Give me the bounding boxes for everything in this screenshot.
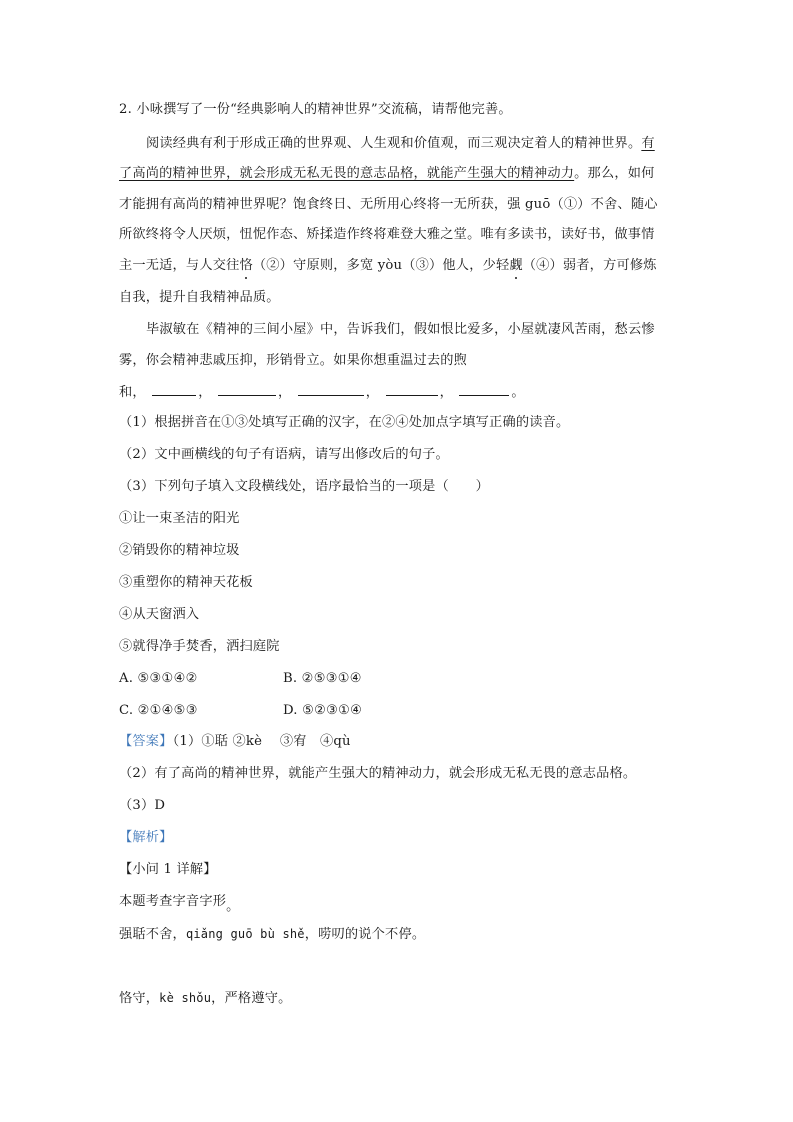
- text: ，严格遵守。: [211, 991, 292, 1006]
- paragraph1-line4: 所欲终将令人厌烦，忸怩作态、矫揉造作终将难登大雅之堂。唯有多读书，读好书，做事情: [119, 227, 655, 242]
- paragraph2-line2: 雾，你会精神悲戚压抑，形销骨立。如果你想重温过去的煦: [119, 353, 468, 368]
- text: ，唠叨的说个不停。: [304, 927, 426, 942]
- sentence-5: ⑤就得净手焚香，洒扫庭院: [119, 639, 280, 654]
- paragraph1-line1: [119, 134, 655, 154]
- text: 和，: [119, 385, 146, 400]
- question-number: 2.: [119, 102, 132, 117]
- analysis-intro: [119, 892, 240, 912]
- comma: ，: [365, 385, 380, 400]
- sentence-4: ④从天窗洒入: [119, 607, 200, 622]
- option-d[interactable]: D. ⑤②③①④: [283, 703, 363, 718]
- text: 恪守，: [119, 991, 160, 1006]
- analysis-subheading: 【小问 1 详解】: [119, 862, 217, 877]
- paragraph1-line2: [119, 164, 655, 184]
- fill-blank-4[interactable]: [386, 381, 438, 396]
- subquestion-2: （2）文中画横线的句子有语病，请写出修改后的句子。: [119, 447, 449, 462]
- answer-part2: （2）有了高尚的精神世界，就能产生强大的精神动力，就会形成无私无畏的意志品格。: [119, 766, 637, 781]
- sentence-1: ①让一束圣洁的阳光: [119, 511, 240, 526]
- fill-blank-2[interactable]: [218, 381, 276, 396]
- emphasis-dot-char: 恪: [240, 256, 253, 276]
- subquestion-3: （3）下列句子填入文段横线处，语序最恰当的一项是（ ）: [119, 479, 490, 494]
- options-row-1: [119, 669, 519, 689]
- comma: ，: [439, 385, 453, 400]
- subquestion-1: （1）根据拼音在①③处填写正确的汉字，在②④处加点字填写正确的读音。: [119, 415, 570, 430]
- fill-blank-3[interactable]: [298, 381, 364, 396]
- emphasis-dot-char: 觑: [509, 256, 522, 276]
- sentence-2: ②销毁你的精神垃圾: [119, 543, 240, 558]
- text: （④）弱者，方可修炼: [522, 258, 657, 273]
- underlined-sentence: 了高尚的精神世界，就会形成无私无畏的意志品格，就能产生强大的精神动力: [119, 166, 575, 181]
- underlined-sentence-start: 有: [641, 136, 655, 151]
- analysis-label: 【解析】: [119, 830, 173, 845]
- answer-part3: （3）D: [119, 798, 166, 813]
- period: 。: [226, 899, 240, 914]
- analysis-item2: [119, 988, 291, 1009]
- period: 。: [511, 385, 525, 400]
- text: （②）守原则，多宽 yòu（③）他人，少轻: [252, 258, 510, 273]
- text: 主一无适，与人交往: [119, 258, 240, 273]
- paragraph1-line3: 才能拥有高尚的精神世界呢？饱食终日、无所用心终将一无所获，强 guō（①）不舍、随心: [119, 197, 658, 212]
- option-a[interactable]: A. ⑤③①④②: [119, 671, 198, 686]
- answer-part1: [119, 732, 351, 752]
- sentence-3: ③重塑你的精神天花板: [119, 575, 253, 590]
- text: 强聒不舍，: [119, 927, 186, 942]
- fill-blank-5[interactable]: [459, 381, 509, 396]
- paragraph1-line5: [119, 256, 657, 276]
- text: （1）①聒 ②kè ③宥 ④qù: [172, 734, 351, 749]
- analysis-item1: [119, 924, 425, 945]
- pinyin: kè shǒu: [159, 991, 212, 1005]
- option-b[interactable]: B. ②⑤③①④: [283, 671, 362, 686]
- text: 阅读经典有利于形成正确的世界观、人生观和价值观，而三观决定着人的精神世界。: [146, 136, 642, 151]
- paragraph2-line3-blanks: [119, 381, 525, 403]
- paragraph2-line1: 毕淑敏在《精神的三间小屋》中，告诉我们，假如恨比爱多，小屋就凄风苦雨，愁云惨: [146, 322, 655, 337]
- fill-blank-1[interactable]: [152, 381, 196, 396]
- option-c[interactable]: C. ②①④⑤③: [119, 703, 198, 718]
- text: 本题考查字音字形: [119, 894, 227, 909]
- answer-label: 【答案】: [119, 734, 173, 749]
- question-prompt: [119, 100, 512, 120]
- comma: ，: [198, 385, 212, 400]
- options-row-2: [119, 701, 519, 721]
- paragraph1-line6: 自我，提升自我精神品质。: [119, 290, 280, 305]
- text: 。那么，如何: [574, 166, 655, 181]
- comma: ，: [277, 385, 292, 400]
- question-prompt-text: 小咏撰写了一份“经典影响人的精神世界”交流稿，请帮他完善。: [136, 102, 512, 117]
- pinyin: qiǎng guō bù shě: [185, 927, 305, 941]
